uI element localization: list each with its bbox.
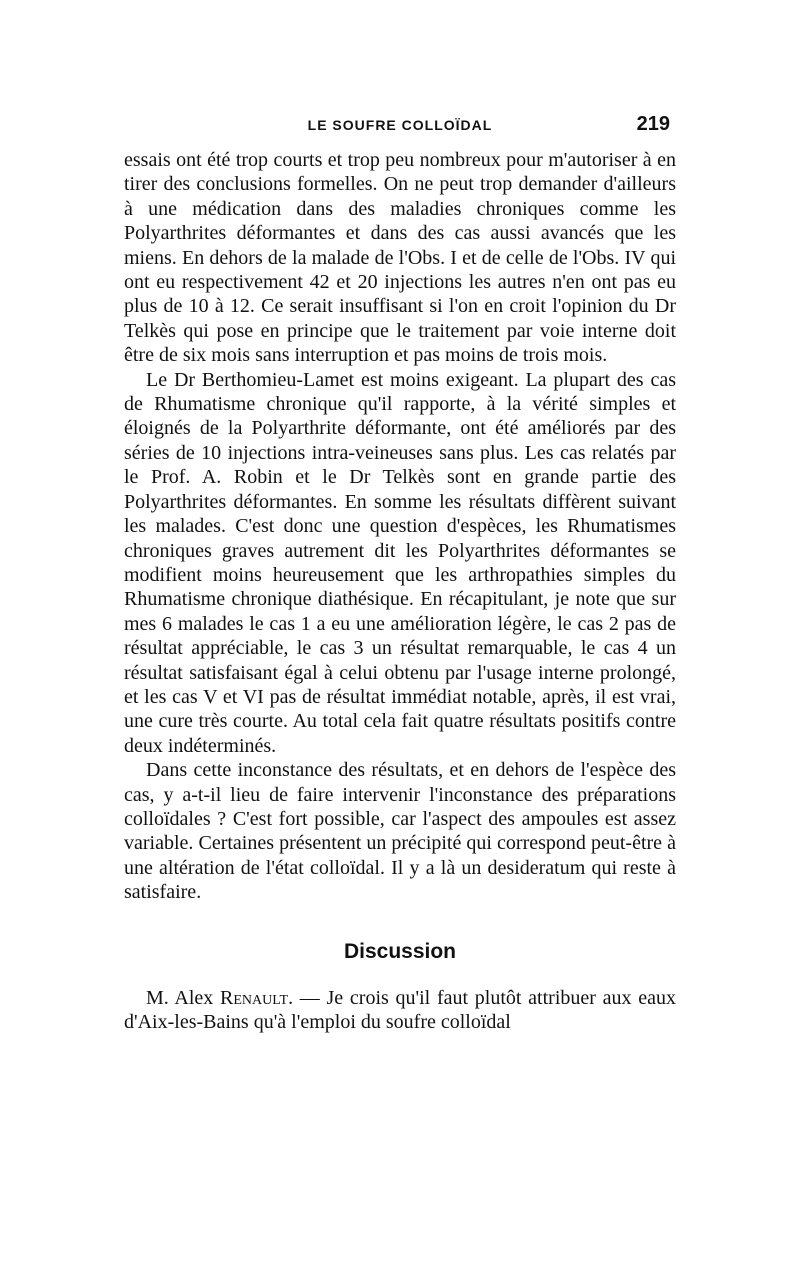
section-heading-discussion: Discussion <box>343 939 457 963</box>
discussion-text: Je crois qu'il faut plutôt attribuer aux eaux d'Aix-les-Bains qu'à l'emploi du soufre colloïdal <box>124 987 676 1034</box>
speaker-suffix: . — <box>288 987 327 1009</box>
page-header <box>126 113 674 141</box>
speaker-name: Renault <box>220 987 289 1009</box>
speaker-prefix: M. Alex <box>146 987 221 1009</box>
paragraph-continuation: essais ont été trop courts et trop peu nombreux pour m'autoriser à en tirer des conclusions formelles. On ne peut trop demander d'ailleurs à une médication dans des maladies chroniques comme les Polyarthrites déformantes et dans des cas aussi avancés que les miens. En dehors de la malade de l'Obs. I et de celle de l'Obs. IV qui ont eu respectivement 42 et 20 injections les autres n'en ont pas eu plus de 10 à 12. Ce serait insuffisant si l'on en croit l'opinion du Dr Telkès qui pose en principe que le traitement par voie interne doit être de six mois sans interruption et pas moins de trois mois. <box>124 149 676 367</box>
discussion-paragraph <box>124 986 676 1035</box>
body-text <box>124 148 676 1035</box>
running-title: LE SOUFRE COLLOÏDAL <box>307 117 493 133</box>
paragraph-berthomieu: Le Dr Berthomieu-Lamet est moins exigeant. La plupart des cas de Rhumatisme chronique qu'il rapporte, à la vérité simples et éloignés de la Polyarthrite déformante, ont été améliorés par des séries de 10 injections intra-veineuses sans plus. Les cas relatés par le Prof. A. Robin et le Dr Telkès sont en grande partie des Polyarthrites déformantes. En somme les résultats diffèrent suivant les malades. C'est donc une question d'espèces, les Rhumatismes chroniques graves autrement dit les Polyarthrites déformantes se modifient moins heureusement que les arthropathies simples du Rhumatisme chronique diathésique. En récapitulant, je note que sur mes 6 malades le cas 1 a eu une amélioration légère, le cas 2 pas de résultat appréciable, le cas 3 un résultat remarquable, le cas 4 un résultat satisfaisant égal à celui obtenu par l'usage interne prolongé, et les cas V et VI pas de résultat immédiat notable, après, il est vrai, une cure très courte. Au total cela fait quatre résultats positifs contre deux indéterminés. <box>124 368 676 757</box>
paragraph-inconstance: Dans cette inconstance des résultats, et en dehors de l'espèce des cas, y a-t-il lieu de faire intervenir l'inconstance des préparations colloïdales ? C'est fort possible, car l'aspect des ampoules est assez variable. Certaines présentent un précipité qui correspond peut-être à une altération de l'état colloïdal. Il y a là un desideratum qui reste à satisfaire. <box>124 759 676 904</box>
page-number: 219 <box>636 113 670 135</box>
